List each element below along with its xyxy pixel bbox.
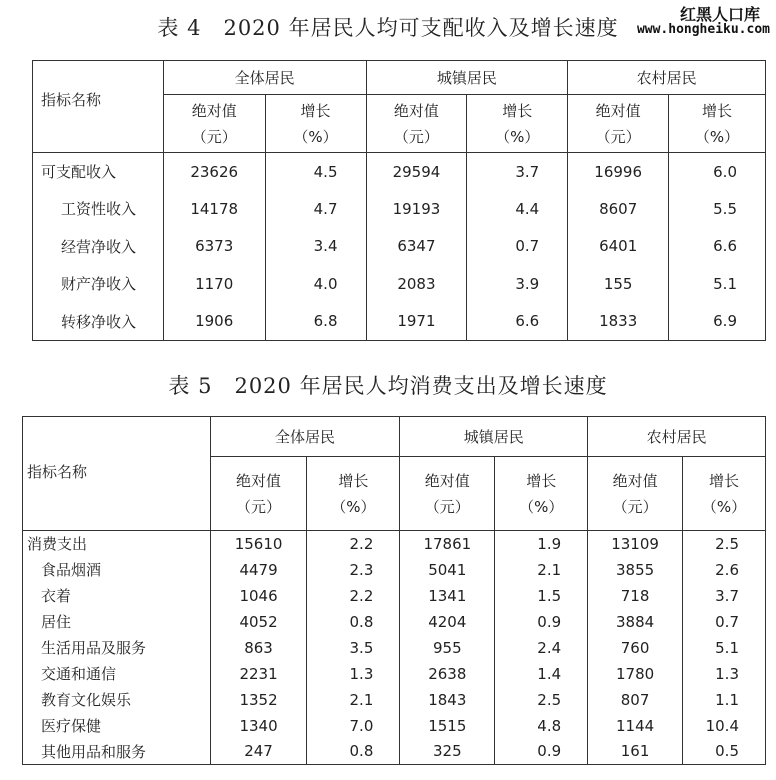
table5-body — [23, 531, 766, 765]
cell-growth-rate: 1.5 — [495, 583, 588, 609]
cell-absolute-value: 325 — [400, 739, 495, 765]
sub-header-abs — [568, 95, 669, 153]
row-label: 转移净收入 — [33, 303, 164, 341]
sub-header-pct-line1: 增长 — [338, 471, 369, 490]
cell-growth-rate: 7.0 — [307, 713, 400, 739]
sub-header-abs-line2: （元） — [236, 497, 282, 516]
cell-absolute-value: 6347 — [366, 228, 467, 266]
cell-growth-rate: 5.1 — [683, 635, 766, 661]
cell-absolute-value: 1515 — [400, 713, 495, 739]
cell-absolute-value: 2231 — [210, 661, 307, 687]
table-row — [23, 635, 766, 661]
cell-absolute-value: 718 — [588, 583, 683, 609]
cell-growth-rate: 0.7 — [467, 228, 568, 266]
cell-absolute-value: 760 — [588, 635, 683, 661]
cell-growth-rate: 0.9 — [495, 739, 588, 765]
row-label: 医疗保健 — [23, 713, 211, 739]
group-header-all: 全体居民 — [163, 61, 366, 95]
sub-header-abs-line2: （元） — [393, 127, 439, 146]
cell-absolute-value: 17861 — [400, 531, 495, 557]
sub-header-pct-line1: 增长 — [709, 471, 740, 490]
watermark-url: www.hongheiku.com — [636, 22, 770, 37]
cell-growth-rate: 2.4 — [495, 635, 588, 661]
row-label: 食品烟酒 — [23, 557, 211, 583]
cell-absolute-value: 6373 — [163, 228, 265, 266]
cell-absolute-value: 15610 — [210, 531, 307, 557]
sub-header-abs-line1: 绝对值 — [595, 101, 641, 120]
row-label: 交通和通信 — [23, 661, 211, 687]
sub-header-pct — [467, 95, 568, 153]
cell-growth-rate: 6.8 — [265, 303, 366, 341]
row-label: 工资性收入 — [33, 190, 164, 228]
table4-title: 表 4 2020 年居民人均可支配收入及增长速度 — [157, 16, 619, 40]
cell-growth-rate: 3.4 — [265, 228, 366, 266]
cell-growth-rate: 1.1 — [683, 687, 766, 713]
cell-growth-rate: 6.9 — [669, 303, 766, 341]
cell-absolute-value: 161 — [588, 739, 683, 765]
table-row — [23, 557, 766, 583]
table-row — [23, 661, 766, 687]
row-label: 衣着 — [23, 583, 211, 609]
cell-growth-rate: 0.7 — [683, 609, 766, 635]
cell-absolute-value: 1170 — [163, 265, 265, 303]
table-row — [23, 687, 766, 713]
cell-growth-rate: 0.8 — [307, 739, 400, 765]
sub-header-pct — [265, 95, 366, 153]
cell-growth-rate: 2.5 — [683, 531, 766, 557]
sub-header-pct-line1: 增长 — [300, 101, 331, 120]
table4-body — [33, 153, 766, 341]
cell-growth-rate: 4.5 — [265, 153, 366, 191]
cell-absolute-value: 14178 — [163, 190, 265, 228]
table-row — [23, 583, 766, 609]
cell-growth-rate: 4.4 — [467, 190, 568, 228]
table-row — [33, 265, 766, 303]
table-row — [33, 228, 766, 266]
cell-absolute-value: 3884 — [588, 609, 683, 635]
cell-absolute-value: 4052 — [210, 609, 307, 635]
cell-growth-rate: 0.5 — [683, 739, 766, 765]
row-label: 其他用品和服务 — [23, 739, 211, 765]
cell-growth-rate: 5.1 — [669, 265, 766, 303]
cell-growth-rate: 6.0 — [669, 153, 766, 191]
sub-header-abs-line2: （元） — [191, 127, 237, 146]
sub-header-pct-line1: 增长 — [702, 101, 733, 120]
table-row — [23, 739, 766, 765]
cell-growth-rate: 10.4 — [683, 713, 766, 739]
sub-header-pct — [495, 457, 588, 531]
row-label: 经营净收入 — [33, 228, 164, 266]
sub-header-pct — [307, 457, 400, 531]
header-indicator-name: 指标名称 — [33, 61, 164, 153]
cell-absolute-value: 863 — [210, 635, 307, 661]
cell-growth-rate: 2.3 — [307, 557, 400, 583]
group-header-all: 全体居民 — [210, 417, 400, 457]
cell-absolute-value: 5041 — [400, 557, 495, 583]
watermark-title: 红黑人口库 — [679, 5, 760, 24]
cell-absolute-value: 19193 — [366, 190, 467, 228]
cell-growth-rate: 6.6 — [467, 303, 568, 341]
cell-growth-rate: 1.3 — [683, 661, 766, 687]
sub-header-pct-line2: （%） — [701, 497, 747, 516]
group-header-rural: 农村居民 — [588, 417, 766, 457]
row-label: 财产净收入 — [33, 265, 164, 303]
cell-growth-rate: 2.2 — [307, 583, 400, 609]
sub-header-pct — [683, 457, 766, 531]
table-row — [23, 609, 766, 635]
sub-header-abs-line2: （元） — [612, 497, 658, 516]
group-header-urban: 城镇居民 — [366, 61, 568, 95]
sub-header-abs-line2: （元） — [424, 497, 470, 516]
cell-absolute-value: 1341 — [400, 583, 495, 609]
cell-growth-rate: 4.0 — [265, 265, 366, 303]
cell-growth-rate: 0.9 — [495, 609, 588, 635]
cell-growth-rate: 0.8 — [307, 609, 400, 635]
cell-growth-rate: 3.7 — [683, 583, 766, 609]
cell-absolute-value: 23626 — [163, 153, 265, 191]
cell-absolute-value: 16996 — [568, 153, 669, 191]
cell-absolute-value: 1906 — [163, 303, 265, 341]
cell-absolute-value: 1144 — [588, 713, 683, 739]
cell-growth-rate: 6.6 — [669, 228, 766, 266]
cell-growth-rate: 4.7 — [265, 190, 366, 228]
cell-absolute-value: 3855 — [588, 557, 683, 583]
cell-growth-rate: 3.5 — [307, 635, 400, 661]
sub-header-abs-line2: （元） — [595, 127, 641, 146]
cell-absolute-value: 155 — [568, 265, 669, 303]
cell-growth-rate: 1.9 — [495, 531, 588, 557]
cell-absolute-value: 2638 — [400, 661, 495, 687]
cell-growth-rate: 3.7 — [467, 153, 568, 191]
sub-header-pct-line2: （%） — [293, 127, 338, 146]
sub-header-abs — [588, 457, 683, 531]
cell-absolute-value: 1352 — [210, 687, 307, 713]
cell-growth-rate: 5.5 — [669, 190, 766, 228]
table-row — [33, 303, 766, 341]
cell-absolute-value: 13109 — [588, 531, 683, 557]
cell-growth-rate: 2.2 — [307, 531, 400, 557]
sub-header-abs — [366, 95, 467, 153]
sub-header-pct-line2: （%） — [495, 127, 540, 146]
cell-growth-rate: 1.3 — [307, 661, 400, 687]
sub-header-abs-line1: 绝对值 — [191, 101, 237, 120]
sub-header-abs-line1: 绝对值 — [236, 471, 282, 490]
sub-header-pct — [669, 95, 766, 153]
cell-absolute-value: 1843 — [400, 687, 495, 713]
cell-growth-rate: 2.5 — [495, 687, 588, 713]
cell-growth-rate: 3.9 — [467, 265, 568, 303]
table-row — [23, 531, 766, 557]
cell-growth-rate: 2.6 — [683, 557, 766, 583]
sub-header-abs — [210, 457, 307, 531]
cell-growth-rate: 4.8 — [495, 713, 588, 739]
row-label: 居住 — [23, 609, 211, 635]
cell-absolute-value: 1971 — [366, 303, 467, 341]
table-row — [33, 190, 766, 228]
cell-absolute-value: 8607 — [568, 190, 669, 228]
cell-absolute-value: 247 — [210, 739, 307, 765]
cell-growth-rate: 2.1 — [495, 557, 588, 583]
table5-consumption — [22, 416, 766, 765]
sub-header-abs-line1: 绝对值 — [612, 471, 658, 490]
sub-header-pct-line1: 增长 — [502, 101, 533, 120]
cell-absolute-value: 1046 — [210, 583, 307, 609]
sub-header-pct-line2: （%） — [331, 497, 376, 516]
group-header-rural: 农村居民 — [568, 61, 766, 95]
sub-header-abs-line1: 绝对值 — [393, 101, 439, 120]
sub-header-pct-line1: 增长 — [526, 471, 557, 490]
group-header-urban: 城镇居民 — [400, 417, 588, 457]
cell-absolute-value: 4479 — [210, 557, 307, 583]
cell-growth-rate: 2.1 — [307, 687, 400, 713]
cell-absolute-value: 1780 — [588, 661, 683, 687]
table-row — [33, 153, 766, 191]
table-row — [23, 713, 766, 739]
cell-absolute-value: 1340 — [210, 713, 307, 739]
cell-absolute-value: 29594 — [366, 153, 467, 191]
table5-title: 表 5 2020 年居民人均消费支出及增长速度 — [168, 374, 608, 398]
row-label: 可支配收入 — [33, 153, 164, 191]
sub-header-abs-line1: 绝对值 — [424, 471, 470, 490]
cell-absolute-value: 955 — [400, 635, 495, 661]
row-label: 消费支出 — [23, 531, 211, 557]
cell-growth-rate: 1.4 — [495, 661, 588, 687]
sub-header-abs — [400, 457, 495, 531]
cell-absolute-value: 807 — [588, 687, 683, 713]
sub-header-abs — [163, 95, 265, 153]
header-indicator-name: 指标名称 — [23, 417, 211, 531]
table4-income — [32, 60, 766, 341]
row-label: 教育文化娱乐 — [23, 687, 211, 713]
cell-absolute-value: 4204 — [400, 609, 495, 635]
sub-header-pct-line2: （%） — [694, 127, 740, 146]
row-label: 生活用品及服务 — [23, 635, 211, 661]
sub-header-pct-line2: （%） — [519, 497, 564, 516]
cell-absolute-value: 6401 — [568, 228, 669, 266]
cell-absolute-value: 2083 — [366, 265, 467, 303]
cell-absolute-value: 1833 — [568, 303, 669, 341]
